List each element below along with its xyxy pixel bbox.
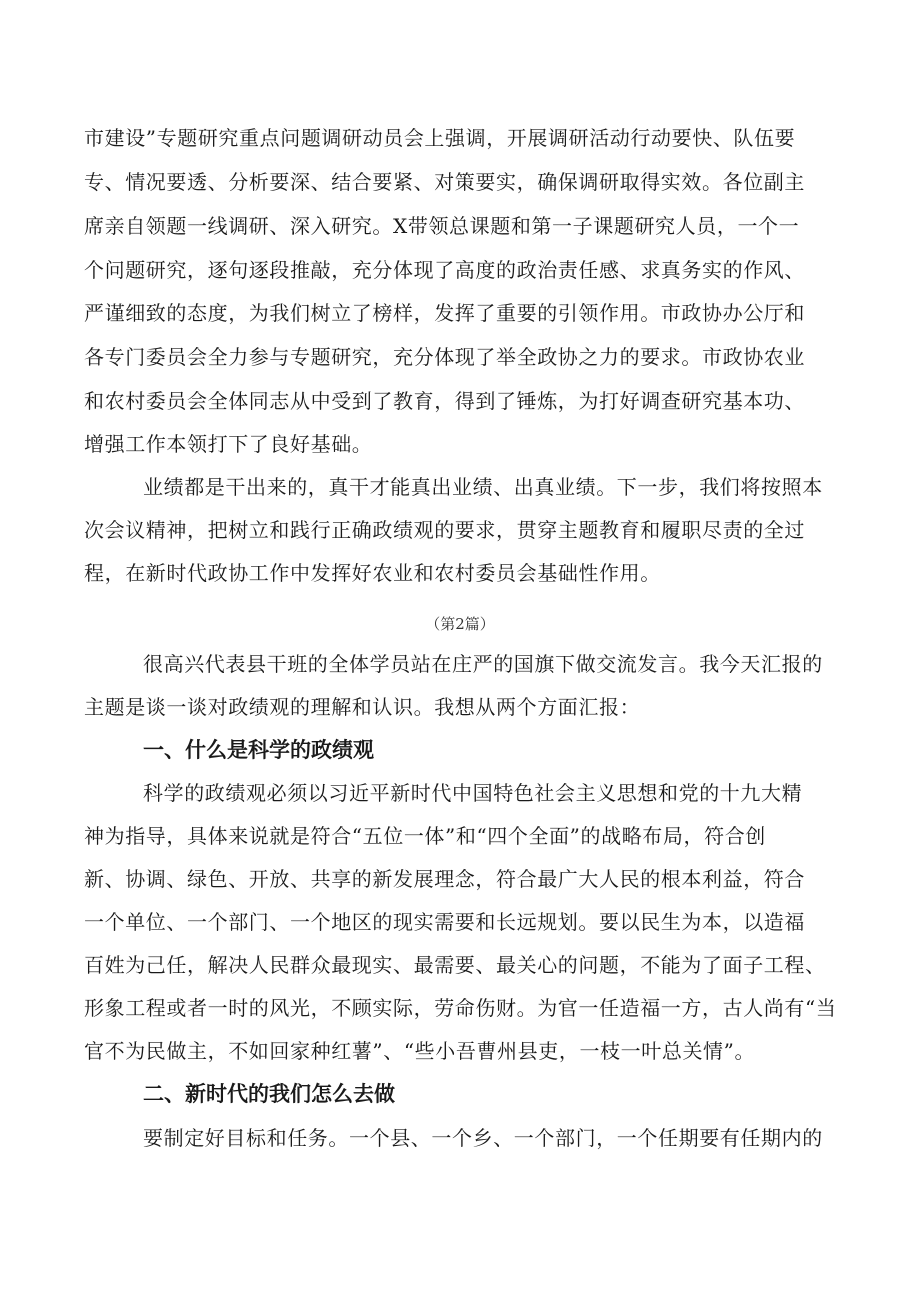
text-line: 专、情况要透、分析要深、结合要紧、对策要实，确保调研取得实效。各位副主	[84, 170, 805, 194]
section-heading-1: 一、什么是科学的政绩观	[143, 738, 374, 762]
text-line: 很高兴代表县干班的全体学员站在庄严的国旗下做交流发言。我今天汇报的	[143, 652, 823, 676]
text-line: 要制定好目标和任务。一个县、一个乡、一个部门，一个任期要有任期内的	[143, 1126, 823, 1150]
text-line: 形象工程或者一时的风光，不顾实际，劳命伤财。为官一任造福一方，古人尚有“当	[84, 996, 837, 1020]
text-line: 次会议精神，把树立和践行正确政绩观的要求，贯穿主题教育和履职尽责的全过	[84, 518, 805, 542]
text-line: 百姓为己任，解决人民群众最现实、最需要、最关心的问题，不能为了面子工程、	[84, 953, 826, 977]
text-line: 程，在新时代政协工作中发挥好农业和农村委员会基础性作用。	[84, 561, 661, 585]
text-line: 市建设”专题研究重点问题调研动员会上强调，开展调研活动行动要快、队伍要	[84, 126, 796, 150]
text-line: 官不为民做主，不如回家种红薯”、“些小吾曹州县吏，一枝一叶总关情”。	[84, 1039, 756, 1063]
section-heading-2: 二、新时代的我们怎么去做	[143, 1082, 395, 1106]
text-line: 个问题研究，逐句逐段推敲，充分体现了高度的政治责任感、求真务实的作风、	[84, 258, 805, 282]
text-line: 神为指导，具体来说就是符合“五位一体”和“四个全面”的战略布局，符合创	[84, 824, 766, 848]
text-line: 严谨细致的态度，为我们树立了榜样，发挥了重要的引领作用。市政协办公厅和	[84, 301, 805, 325]
text-line: 一个单位、一个部门、一个地区的现实需要和长远规划。要以民生为本，以造福	[84, 910, 805, 934]
section-marker: （第2篇）	[425, 615, 495, 633]
text-line: 新、协调、绿色、开放、共享的新发展理念，符合最广大人民的根本利益，符合	[84, 867, 805, 891]
text-line: 增强工作本领打下了良好基础。	[84, 432, 373, 456]
text-line: 和农村委员会全体同志从中受到了教育，得到了锤炼，为打好调查研究基本功、	[84, 389, 805, 413]
text-line: 科学的政绩观必须以习近平新时代中国特色社会主义思想和党的十九大精	[143, 781, 803, 805]
text-line: 主题是谈一谈对政绩观的理解和认识。我想从两个方面汇报：	[84, 695, 641, 719]
text-line: 席亲自领题一线调研、深入研究。X带领总课题和第一子课题研究人员，一个一	[84, 214, 800, 238]
text-line: 各专门委员会全力参与专题研究，充分体现了举全政协之力的要求。市政协农业	[84, 345, 805, 369]
text-line: 业绩都是干出来的，真干才能真出业绩、出真业绩。下一步，我们将按照本	[143, 475, 823, 499]
